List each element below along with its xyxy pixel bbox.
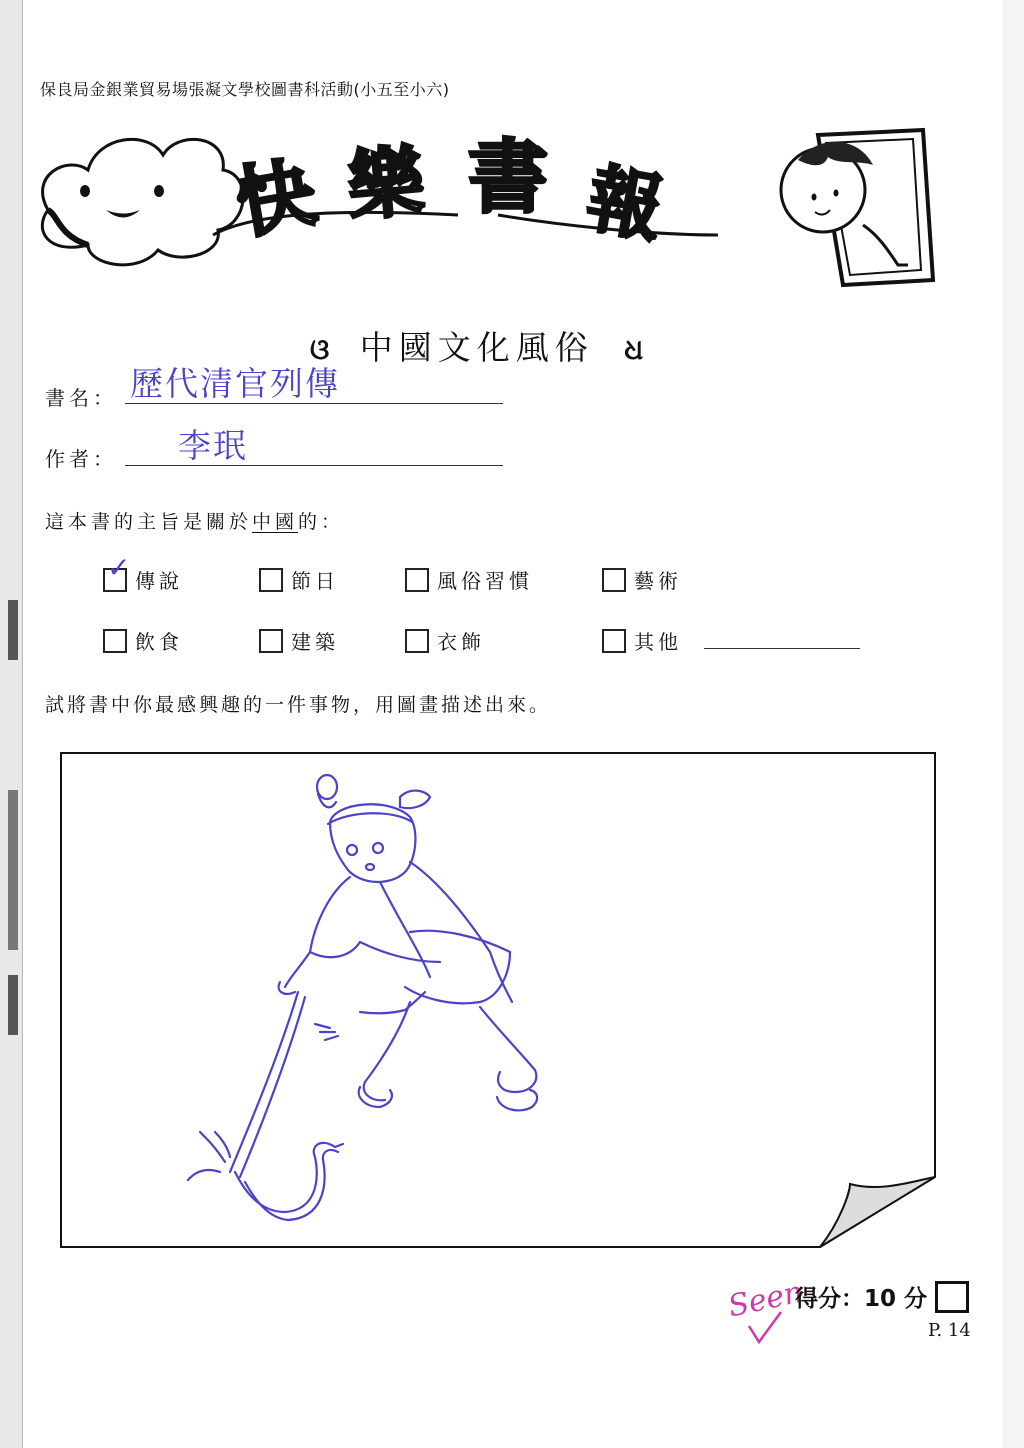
- topic-question-suffix: 的：: [298, 511, 345, 533]
- right-ornament-icon: ଧ: [624, 333, 644, 366]
- topic-question-emphasis: 中國: [252, 511, 299, 533]
- binding-mark: [8, 975, 18, 1035]
- option-label: 節日: [291, 569, 339, 593]
- option-label: 飲食: [135, 630, 183, 654]
- checkmark-icon: ✓: [107, 550, 135, 584]
- checkbox[interactable]: [103, 629, 127, 653]
- page-number: P. 14: [928, 1320, 971, 1341]
- binding-mark: [8, 790, 18, 950]
- score-display: [795, 1280, 969, 1313]
- teacher-check-icon: [745, 1308, 785, 1348]
- binding-mark: [8, 600, 18, 660]
- checkbox[interactable]: [259, 629, 283, 653]
- author-line: [125, 465, 503, 466]
- peeking-boy-icon: [781, 130, 933, 285]
- option-food[interactable]: [103, 626, 183, 655]
- author-label: 作者：: [45, 447, 117, 471]
- option-label: 傳說: [135, 569, 183, 593]
- checkbox[interactable]: [259, 568, 283, 592]
- option-architecture[interactable]: [259, 626, 339, 655]
- option-label: 衣飾: [437, 630, 485, 654]
- option-label: 其他: [634, 630, 682, 654]
- book-name-value: 歷代清官列傳: [130, 364, 340, 403]
- score-text: 得分：10 分: [795, 1286, 928, 1312]
- option-festival[interactable]: [259, 565, 339, 594]
- option-art[interactable]: [602, 565, 682, 594]
- banner-art: [28, 115, 948, 300]
- option-label: 風俗習慣: [437, 569, 533, 593]
- drawing-frame[interactable]: [60, 752, 936, 1248]
- option-label: 藝術: [634, 569, 682, 593]
- score-box[interactable]: [935, 1281, 969, 1313]
- option-clothing[interactable]: [405, 626, 485, 655]
- checkbox[interactable]: [103, 550, 135, 592]
- checkbox[interactable]: [602, 629, 626, 653]
- svg-text:樂: 樂: [344, 136, 428, 232]
- svg-text:快: 快: [229, 148, 323, 251]
- option-legend[interactable]: [103, 550, 183, 594]
- school-header: 保良局金銀業貿易場張凝文學校圖書科活動(小五至小六): [40, 80, 450, 99]
- topic-question-prefix: 這本書的主旨是關於: [45, 511, 253, 533]
- left-ornament-icon: ଓ: [310, 333, 330, 366]
- svg-text:報: 報: [581, 155, 669, 254]
- binding-edge: [0, 0, 22, 1448]
- section-title: [310, 322, 643, 369]
- checkbox[interactable]: [602, 568, 626, 592]
- smiling-cloud-icon: [42, 139, 243, 264]
- drawing-question: 試將書中你最感興趣的一件事物，用圖畫描述出來。: [45, 694, 552, 716]
- other-answer-line[interactable]: [704, 648, 860, 649]
- author-value: 李珉: [178, 426, 248, 465]
- book-name-line: [125, 403, 503, 404]
- option-customs[interactable]: [405, 565, 533, 594]
- svg-text:書: 書: [468, 131, 548, 224]
- teacher-seen-mark: Seen: [725, 1274, 807, 1325]
- checkbox[interactable]: [405, 568, 429, 592]
- option-other[interactable]: [602, 626, 860, 655]
- checkbox[interactable]: [405, 629, 429, 653]
- topic-question: [45, 507, 344, 534]
- book-name-label: 書名：: [45, 386, 117, 410]
- option-label: 建築: [291, 630, 339, 654]
- section-title-text: 中國文化風俗: [359, 328, 594, 367]
- title-art: [213, 131, 718, 253]
